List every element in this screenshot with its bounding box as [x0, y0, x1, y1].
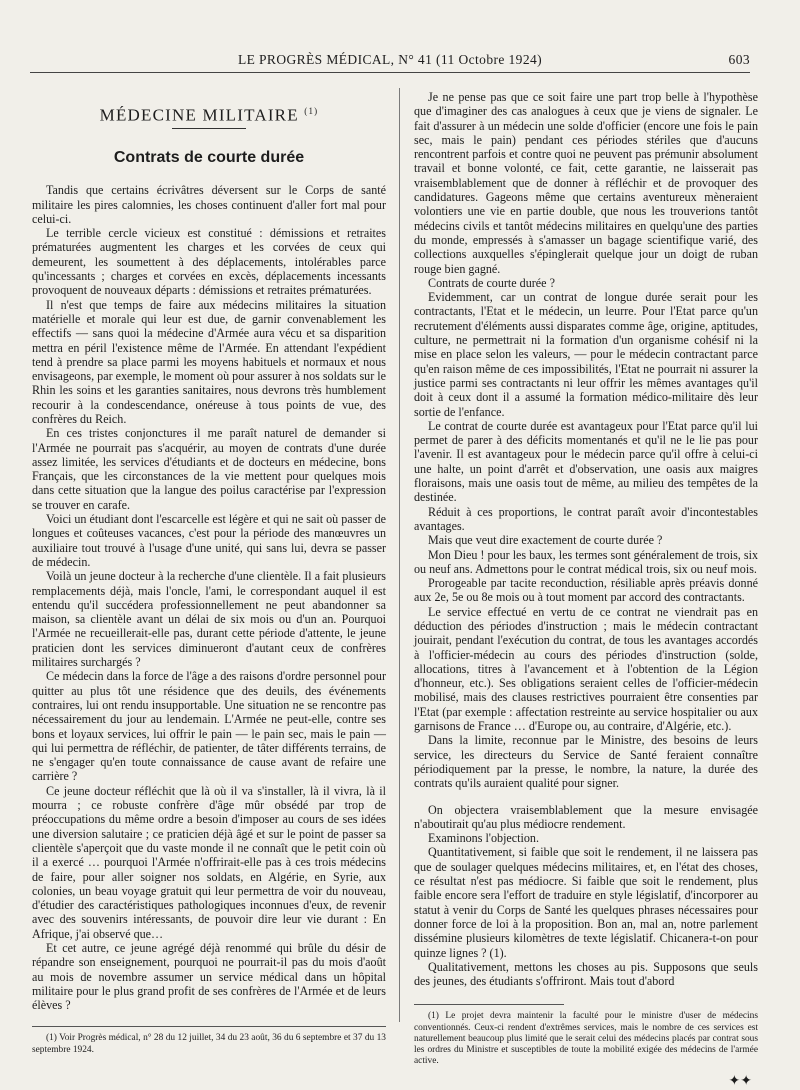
- paragraph: Ce médecin dans la force de l'âge a des raisons d'ordre personnel pour quitter au plus tôt une résidence que des deuils, des événements contraires, lui ont rendu insupportable. Une situation ne se rencontre pas nécessairement du jour au lendemain. L'Armée ne peut-elle, contre ses bons et loyaux services, lui offrir le pain — le pain sec, mais le pain — qui lui permettra de réfléchir, de patienter, de tâter différents terrains, de ne s'engager qu'en toute connaissance de cause avant de refaire une carrière ?: [32, 669, 386, 784]
- article-title: Contrats de courte durée: [113, 148, 305, 166]
- paragraph: Voilà un jeune docteur à la recherche d'une clientèle. Il a fait plusieurs remplacements déjà, mais l'oncle, l'ami, le correspondant auquel il est entendu qu'il succédera professionnellement ne peut abandonner sa maison, sa clientèle avant un délai de six mois ou d'un an. Pourquoi l'Armée ne recueillerait-elle pas, durant cette période d'attente, le jeune praticien dont les services diminueront d'autant ceux de confrères militaires surchargés ?: [32, 569, 386, 670]
- paragraph: Examinons l'objection.: [428, 831, 540, 846]
- section-rule: [172, 128, 246, 129]
- paragraph: Voici un étudiant dont l'escarcelle est légère et qui ne sait où passer de longues et coûteuses vacances, c'est pour la période des manœuvres un auxiliaire tout trouvé à l'usage d'une unité, qui sans lui, devra se passer de médecin.: [32, 512, 386, 569]
- ornament-icon: ✦✦: [728, 1074, 752, 1090]
- running-header: [30, 52, 750, 72]
- paragraph: En ces tristes conjonctures il me paraît naturel de demander si l'Armée ne pourrait pas s'acquérir, au moyen de contrats d'une durée assez limitée, les services d'étudiants et de docteurs en médecine, bons Français, que les circonstances de la vie mettent pour quelques mois dans cette situation que la langue des poilus caractérise par l'expression se trouver en carafe.: [32, 426, 386, 512]
- paragraph: Prorogeable par tacite reconduction, résiliable après préavis donné aux 2e, 5e ou 8e mois ou à tout moment par accord des contractants.: [414, 576, 758, 605]
- paragraph: Tandis que certains écrivâtres déversent sur le Corps de santé militaire les pires calomnies, les choses continuent d'aller fort mal pour celui-ci.: [32, 183, 386, 226]
- paragraph: Je ne pense pas que ce soit faire une part trop belle à l'hypothèse que d'imaginer des cas analogues à ceux que je viens de signaler. Le fait d'assurer à un médecin une solde d'officier (encore une fois le pain sec, mais le pain) pendant ces périodes stériles que d'aucuns rencontrent parfois et contre quoi ne peuvent pas prémunir absolument travail et bonne volonté, ce fait, cette garantie, ne laisserait pas vraisemblablement que de donner à réfléchir et de provoquer des candidatures. Gageons même que certains aventureux mèneraient volontiers une vie en partie double, que nous les trouverions tantôt médecins civils et tantôt médecins militaires en quelqu'une des parties du monde, empressés à s'amasser un bagage scientifique varié, des collections auxquelles s'épinglerait quelque jour un doigt de ruban rouge bien gagné.: [414, 90, 758, 276]
- paragraph: Mon Dieu ! pour les baux, les termes sont généralement de trois, six ou neuf ans. Admettons pour le contrat médical trois, six ou neuf mois.: [414, 547, 758, 576]
- paragraph: Evidemment, car un contrat de longue durée serait pour les contractants, l'Etat et le médecin, un leurre. Pour l'Etat parce qu'un recrutement d'éléments aussi disparates comme âge, origine, aptitudes, culture, ne permettrait ni la formation d'un organisme cohésif ni la mise en place selon les valeurs, — pour le médecin contractant parce qu'en raison même de ces impossibilités, l'Etat ne pourrait ni assurer la justice parmi ses contractants ni leur offrir les mêmes avantages qu'il doit à ceux dont il a assumé la formation médico-militaire dès leur sortie de l'enfance.: [414, 290, 758, 419]
- header-rule: [30, 72, 750, 73]
- column-divider: [399, 88, 400, 1022]
- paragraph: Ce jeune docteur réfléchit que là où il va s'installer, là il vivra, là il mourra ; ce robuste confrère d'âge mûr obsédé par trop de préoccupations du même ordre a besoin d'imposer au cours de ses idées une diversion salutaire ; ce praticien déjà âgé et sur le point de passer sa clientèle s'aperçoit que du vaste monde il ne connaît que le petit coin où il a exercé … pourquoi l'Armée n'offrirait-elle pas à ces trois médecins de faire, pour aller soigner nos soldats, en Algérie, en Syrie, aux colonies, un beau voyage gratuit qui leur permettra de voir du nouveau, d'étudier des caractéristiques pathologiques inconnues d'eux, de revenir avec des souvenirs intéressants, de pouvoir dire leur vie durant : En Afrique, j'ai observé que…: [32, 783, 386, 941]
- paragraph: Le service effectué en vertu de ce contrat ne viendrait pas en déduction des périodes d'instruction ; mais le médecin contractant jouirait, pendant l'exécution du contrat, de tous les avantages accordés à l'officier-médecin au cours des périodes d'instruction (solde, allocations, titres à l'avancement et à l'obtention de la Légion d'honneur, etc.). Ses obligations seraient celles de l'officier-médecin mobilisé, mais des clauses restrictives pourraient être consenties par l'Etat (par exemple : affectation restreinte au service hospitalier ou aux garnisons de France … d'Europe ou, au contraire, d'Algérie, etc.).: [414, 604, 758, 734]
- right-column: [414, 90, 758, 1090]
- paragraph-gap: [414, 791, 758, 803]
- paragraph: Réduit à ces proportions, le contrat paraît avoir d'incontestables avantages.: [414, 504, 758, 533]
- running-title: LE PROGRÈS MÉDICAL, N° 41 (11 Octobre 1924): [237, 52, 543, 67]
- paragraph: Qualitativement, mettons les choses au pis. Supposons que seuls des jeunes, des étudiants s'offriront. Mais tout d'abord: [414, 959, 758, 989]
- footnote-rule: [414, 1004, 564, 1005]
- paragraph: Le terrible cercle vicieux est constitué : démissions et retraites prématurées augmentent les charges et les corvées de ceux qui demeurent, les soumettent à des déplacements, intolérables parce qu'incessants ; charges et corvées en excès, déplacements incessants provoquent de nouveaux départs : démissions et retraites prématurées.: [32, 226, 386, 298]
- paragraph: Contrats de courte durée ?: [428, 275, 555, 290]
- footnote: (1) Le projet devra maintenir la faculté pour le ministre d'user de médecins conventionnés. Ceux-ci rendent d'extrêmes services, mais le nombre de ces services est naturellement beaucoup plus limité que le serait celui des médecins placés par contrat sous les ordres du Ministre et susceptibles de toute la mobilité exigée des médecins de l'armée active.: [414, 1011, 758, 1067]
- paragraph: Il n'est que temps de faire aux médecins militaires la situation matérielle et morale qui leur est due, de garnir convenablement les effectifs — sans quoi la médecine d'Armée aura vécu et sa disparition mettra en péril l'existence même de l'Armée. En attendant l'expédient tend à prendre sa place parmi les moyens habituels et normaux et nous envisageons, par exemple, le moment où pour assurer à nos soldats sur le Rhin les soins et les garanties sanitaires, nous devrons très humblement recourir à la condescendance, onéreuse à tous points de vue, des confrères du Reich.: [32, 297, 386, 426]
- paragraph: Quantitativement, si faible que soit le rendement, il ne laissera pas que de soulager quelques médecins militaires, et, en l'état des choses, ce résultat n'est pas médiocre. Si faible que soit le rendement, plus faible encore sera l'effort de traduire en style législatif, d'incorporer au statut à venir du Corps de Santé les quelques phrases nécessaires pour donner force de loi à la proposition. Bon an, mal an, notre parlement dissémine plusieurs kilomètres de texte législatif. Chicanera-t-on pour quinze lignes ? (1).: [414, 845, 758, 960]
- paragraph: Dans la limite, reconnue par le Ministre, des besoins de leurs service, les directeurs du Service de Santé feraient connaître périodiquement par la presse, le nombre, la nature, la durée des contrats qu'ils auraient qualité pour signer.: [414, 733, 758, 791]
- left-column: [32, 90, 386, 1056]
- paragraph: Mais que veut dire exactement de courte durée ?: [428, 533, 663, 548]
- footnote: (1) Voir Progrès médical, n° 28 du 12 juillet, 34 du 23 août, 36 du 6 septembre et 37 du 13 septembre 1924.: [32, 1033, 386, 1055]
- section-title: MÉDECINE MILITAIRE: [99, 105, 299, 125]
- paragraph: On objectera vraisemblablement que la mesure envisagée n'aboutirait qu'au plus médiocre rendement.: [414, 802, 758, 831]
- page-number: 603: [728, 52, 750, 67]
- section-note-mark: (1): [304, 106, 319, 116]
- footnote-rule: [32, 1026, 386, 1027]
- paragraph: Et cet autre, ce jeune agrégé déjà renommé qui brûle du désir de répandre son enseignement, pourquoi ne pourrait-il pas du mois d'août au mois de novembre assumer un service médical dans un hôpital militaire pour le plus grand profit de ses confrères de l'Armée et de leurs élèves ?: [32, 940, 386, 1013]
- section-heading: [32, 104, 386, 123]
- paragraph: Le contrat de courte durée est avantageux pour l'Etat parce qu'il lui permet de parer à des déficits momentanés et qu'il ne le lie pas pour l'avenir. Il est avantageux pour le médecin parce qu'il offre à celui-ci une halte, un point d'arrêt et d'observation, une oasis aux maigres floraisons, mais une oasis tout de même, au milieu des tempêtes de la destinée.: [414, 418, 758, 505]
